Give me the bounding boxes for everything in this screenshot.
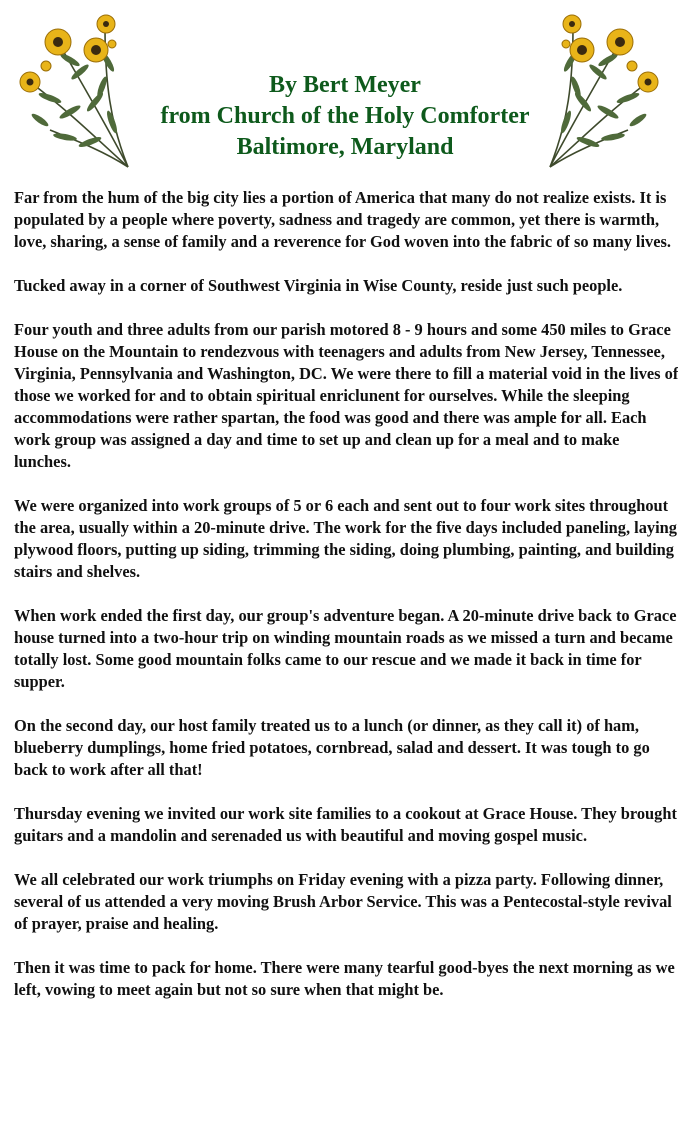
paragraph: Four youth and three adults from our parish motored 8 - 9 hours and some 450 miles to Grace House on the Mountain to rendezvous with teenagers and adults from New Jersey, Tennessee, Virginia, Pennsylvania and Washington, DC. We were there to fill a material void in the lives of those we worked for and to obtain spiritual enriclunent for ourselves. While the sleeping accommodations were rather spartan, the food was good and there was ample for all. Each work group was assigned a day and time to set up and clean up for a meal and to make lunches. <box>14 320 678 471</box>
article-body <box>14 187 678 1023</box>
paragraph: We all celebrated our work triumphs on Friday evening with a pizza party. Following dinner, several of us attended a very moving Brush Arbor Service. This was a Pentecostal-style revival of prayer, praise and healing. <box>14 870 672 933</box>
church-name: from Church of the Holy Comforter <box>160 103 530 129</box>
header <box>0 0 678 180</box>
paragraph: Thursday evening we invited our work site families to a cookout at Grace House. They brought guitars and a mandolin and serenaded us with beautiful and moving gospel music. <box>14 804 677 845</box>
paragraph: We were organized into work groups of 5 or 6 each and sent out to four work sites throughout the area, usually within a 20-minute drive. The work for the five days included paneling, laying plywood floors, putting up siding, trimming the siding, doing plumbing, painting, and building stairs and shelves. <box>14 496 677 581</box>
byline: By Bert Meyer <box>269 72 421 98</box>
paragraph: When work ended the first day, our group's adventure began. A 20-minute drive back to Grace house turned into a two-hour trip on winding mountain roads as we missed a turn and became totally lost. Some good mountain folks came to our rescue and we made it back in time for supper. <box>14 606 677 691</box>
article-title <box>100 70 590 163</box>
paragraph: Then it was time to pack for home. There were many tearful good-byes the next morning as we left, vowing to meet again but not so sure when that might be. <box>14 958 675 999</box>
paragraph: On the second day, our host family treated us to a lunch (or dinner, as they call it) of ham, blueberry dumplings, home fried potatoes, cornbread, salad and dessert. It was tough to go back to work after all that! <box>14 716 650 779</box>
paragraph: Tucked away in a corner of Southwest Virginia in Wise County, reside just such people. <box>14 276 623 295</box>
location: Baltimore, Maryland <box>236 134 454 160</box>
paragraph: Far from the hum of the big city lies a portion of America that many do not realize exists. It is populated by a people where poverty, sadness and tragedy are common, yet there is warmth, love, sharing, a sense of family and a reverence for God woven into the fabric of so many lives. <box>14 188 671 251</box>
